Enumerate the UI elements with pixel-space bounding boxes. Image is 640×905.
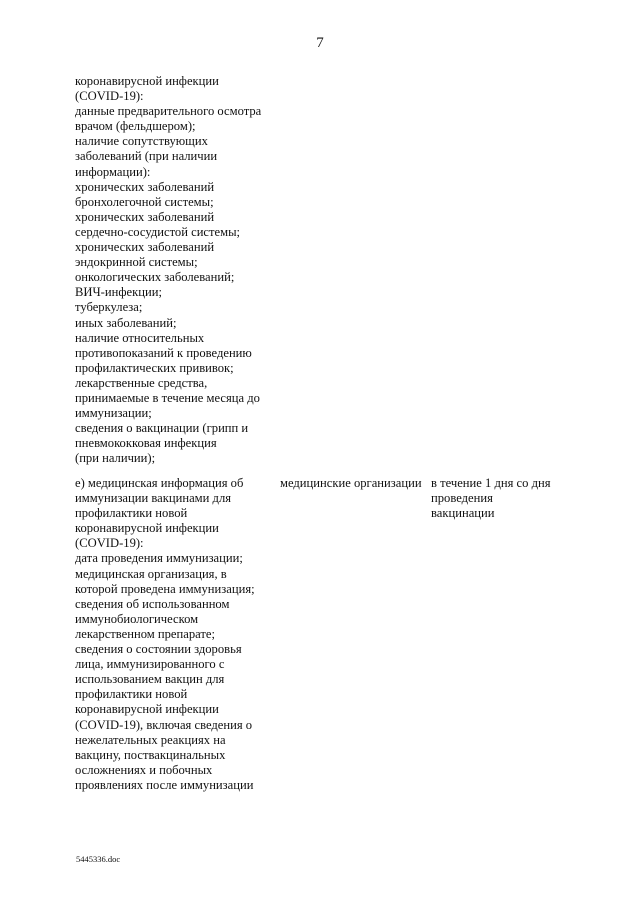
text-line: проявлениях после иммунизации [75,777,254,792]
text-line: коронавирусной инфекции [75,521,219,536]
footer-filename: 5445336.doc [76,854,121,864]
text-line: профилактики новой [75,687,188,702]
text-line: профилактики новой [75,506,188,521]
text-line: туберкулеза; [75,300,143,315]
text-line: коронавирусной инфекции [75,74,219,88]
text-line: иммунизации вакцинами для [75,491,232,506]
text-line: медицинская организация, в [75,566,227,581]
text-line: (COVID-19): [75,536,144,551]
text-line: (COVID-19), включая сведения о [75,717,253,732]
text-line: (COVID-19): [75,89,144,104]
text-line: наличие относительных [75,330,205,345]
block2-right-column [431,476,551,521]
text-line: сведения об использованном [75,596,230,611]
text-line: лекарственном препарате; [75,626,216,641]
text-line: врачом (фельдшером); [75,119,196,134]
text-line: сердечно-сосудистой системы; [75,224,241,239]
text-line: профилактических прививок; [75,360,234,375]
text-line: противопоказаний к проведению [75,345,252,360]
page-number: 7 [316,35,324,51]
text-line: медицинские организации [280,476,422,490]
block2-left-column [75,476,255,793]
text-line: которой проведена иммунизация; [75,581,255,596]
text-line: лица, иммунизированного с [75,657,225,672]
text-line: онкологических заболеваний; [75,270,235,285]
text-line: иммунизации; [75,406,152,421]
text-line: ВИЧ-инфекции; [75,285,162,300]
text-line: вакцинации [431,506,495,521]
text-line: сведения о вакцинации (грипп и [75,421,249,436]
text-line: хронических заболеваний [75,240,215,255]
text-line: сведения о состоянии здоровья [75,642,242,657]
text-line: коронавирусной инфекции [75,702,219,717]
text-line: лекарственные средства, [75,375,208,390]
text-line: заболеваний (при наличии [75,149,218,164]
text-line: (при наличии); [75,451,156,466]
text-line: бронхолегочной системы; [75,194,214,209]
text-line: в течение 1 дня со дня [431,476,551,490]
text-line: дата проведения иммунизации; [75,551,243,566]
text-line: иммунобиологическом [75,611,199,626]
text-line: пневмококковая инфекция [75,436,217,451]
text-line: принимаемые в течение месяца до [75,390,260,405]
text-line: вакцину, поствакцинальных [75,747,226,762]
block1-left-column [75,74,261,466]
text-line: данные предварительного осмотра [75,104,262,119]
text-line: иных заболеваний; [75,315,177,330]
text-line: наличие сопутствующих [75,134,208,149]
text-line: использованием вакцин для [75,672,225,687]
text-line: нежелательных реакциях на [75,732,226,747]
block2-middle-column [280,476,422,491]
text-line: осложнениях и побочных [75,762,213,777]
text-line: хронических заболеваний [75,209,215,224]
text-line: проведения [431,491,493,506]
text-line: информации): [75,164,151,179]
text-line: хронических заболеваний [75,179,215,194]
text-line: эндокринной системы; [75,255,198,270]
text-line: е) медицинская информация об [75,476,244,490]
